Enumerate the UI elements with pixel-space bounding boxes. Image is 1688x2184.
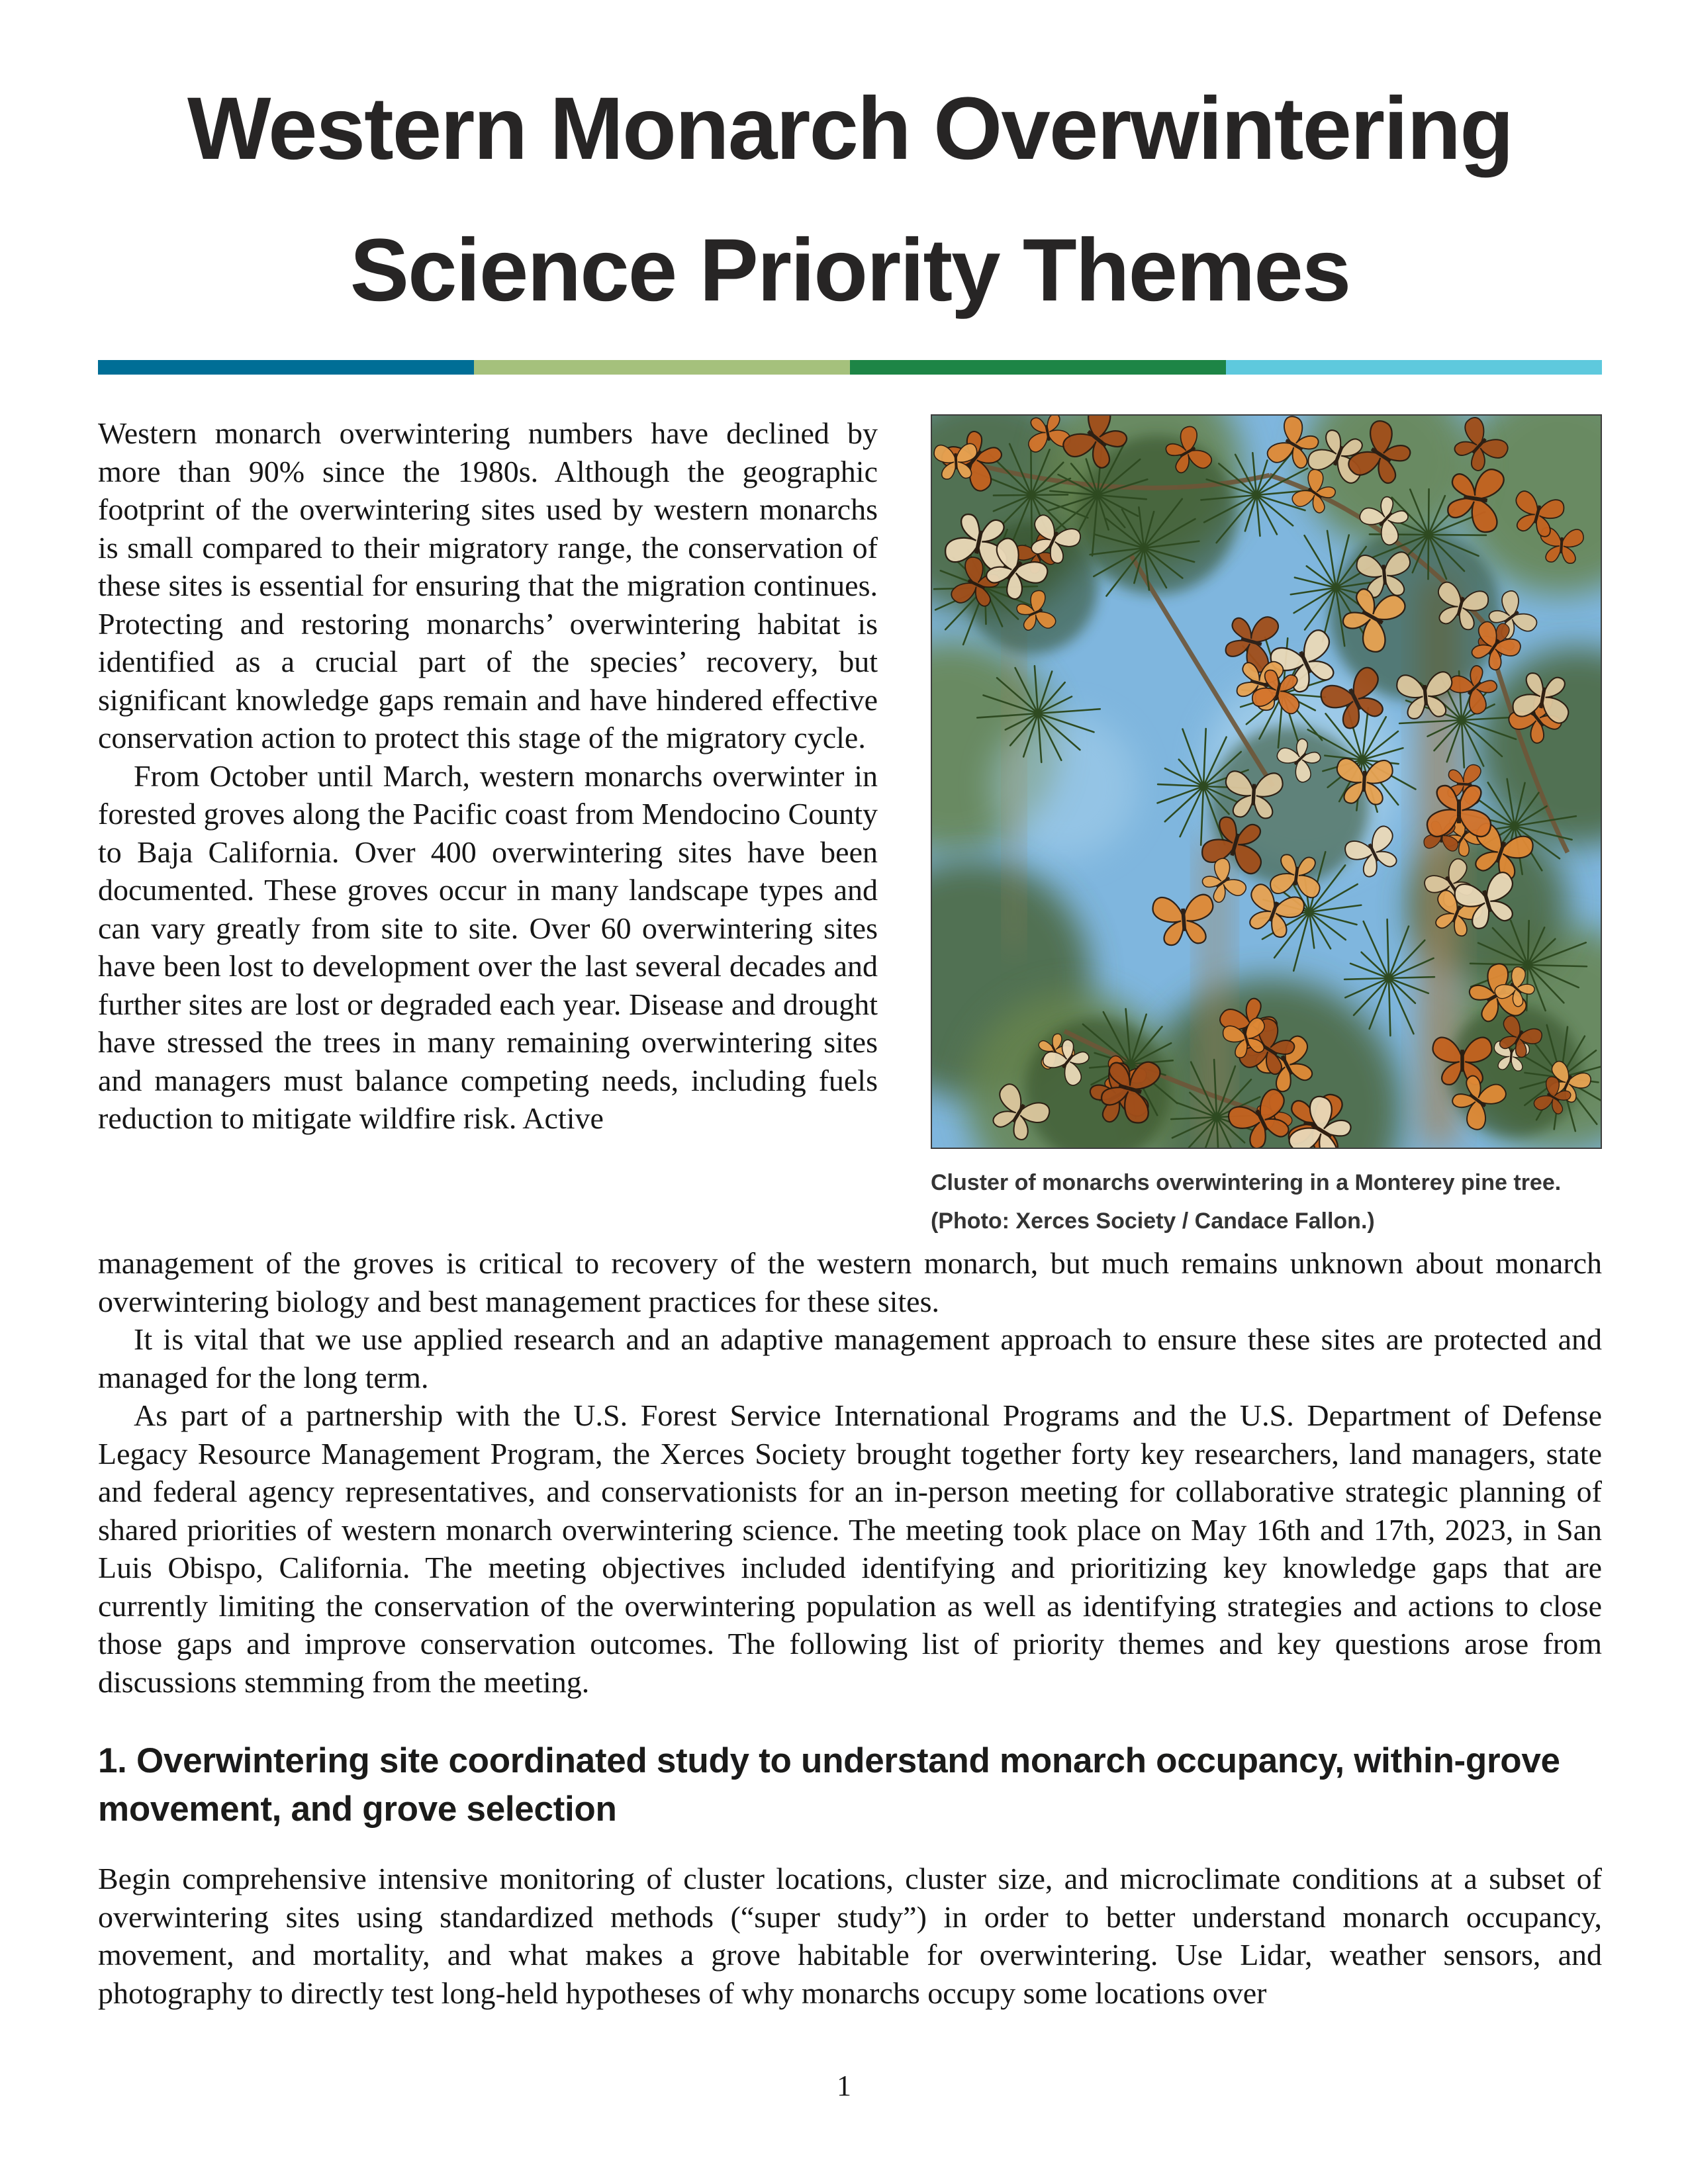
divider-segment-3 — [850, 360, 1226, 375]
paragraph-partnership: As part of a partnership with the U.S. Forest Service International Programs and the U.S. Department of Defense Legacy Resource Management Program, the Xerces Society brought together forty key researchers, land managers, state and federal agency representatives, and conservationists for an in-person meeting for collaborative strategic planning of shared priorities of western monarch overwintering science. The meeting took place on May 16th and 17th, 2023, in San Luis Obispo, California. The meeting objectives included identifying and prioritizing key knowledge gaps that are currently limiting the conservation of the overwintering population as well as identifying strategies and actions to close those gaps and improve conservation outcomes. The following list of priority themes and key questions arose from discussions stemming from the meeting. — [98, 1398, 1602, 1699]
photo-caption-line-1: Cluster of monarchs overwintering in a Monterey pine tree. — [931, 1170, 1562, 1195]
monarch-photo-illustration — [932, 416, 1601, 1148]
body-section — [98, 1244, 1602, 1701]
paragraph-management-continuation: management of the groves is critical to recovery of the western monarch, but much remains unknown about monarch overwintering biology and best management practices for these sites. — [98, 1246, 1602, 1318]
intro-text-column — [98, 414, 878, 1138]
monarch-photo-figure — [931, 414, 1602, 1240]
divider-segment-1 — [98, 360, 474, 375]
section-1-heading: 1. Overwintering site coordinated study to understand monarch occupancy, within-grove movement, and grove selection — [98, 1741, 1560, 1829]
page-title — [98, 0, 1602, 341]
page-title-line-2: Science Priority Themes — [350, 221, 1350, 320]
page-title-line-1: Western Monarch Overwintering — [187, 79, 1513, 178]
divider-bar — [98, 360, 1602, 375]
intro-paragraph-2: From October until March, western monarchs overwinter in forested groves along the Pacific coast from Mendocino County to Baja California. Over 400 overwintering sites have been documented. These groves occur in many landscape types and can vary greatly from site to site. Over 60 overwintering sites have been lost to development over the last several decades and further sites are lost or degraded each year. Disease and drought have stressed the trees in many remaining overwintering sites and managers must balance competing needs, including fuels reduction to mitigate wildfire risk. Active — [98, 758, 878, 1135]
section-1-body: Begin comprehensive intensive monitoring of cluster locations, cluster size, and microclimate conditions at a subset of overwintering sites using standardized methods (“super study”) in order to better understand monarch occupancy, movement, and mortality, and what makes a grove habitable for overwintering. Use Lidar, weather sensors, and photography to directly test long-held hypotheses of why monarchs occupy some locations over — [98, 1862, 1602, 2010]
photo-caption — [931, 1163, 1602, 1240]
divider-segment-4 — [1226, 360, 1602, 375]
photo-caption-line-2: (Photo: Xerces Society / Candace Fallon.) — [931, 1208, 1375, 1234]
intro-section — [98, 414, 1602, 1240]
paragraph-vital: It is vital that we use applied research and an adaptive management approach to ensure these sites are protected and managed for the long term. — [98, 1322, 1602, 1394]
monarch-cluster-photo — [931, 414, 1602, 1149]
page-footer — [0, 2069, 1688, 2103]
divider-segment-2 — [474, 360, 850, 375]
intro-paragraph-1: Western monarch overwintering numbers have declined by more than 90% since the 1980s. Although the geographic footprint of the overwintering sites used by western monarchs is small compared to their migratory range, the conservation of these sites is essential for ensuring that the migration continues. Protecting and restoring monarchs’ overwintering habitat is identified as a crucial part of the species’ recovery, but significant knowledge gaps remain and have hindered effective conservation action to protect this stage of the migratory cycle. — [98, 416, 878, 754]
page-number: 1 — [837, 2070, 851, 2102]
